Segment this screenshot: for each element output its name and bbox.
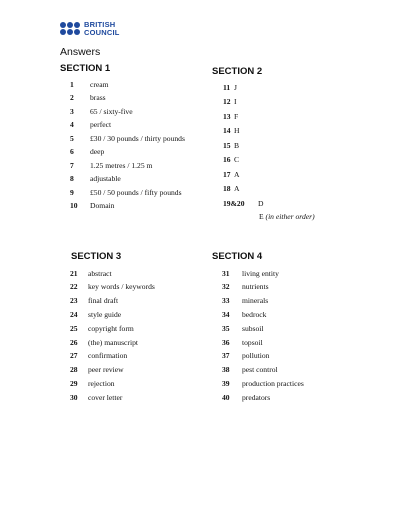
answer-text: abstract (88, 268, 112, 278)
list-item (70, 267, 112, 279)
answer-text: final draft (88, 296, 119, 306)
question-number: 27 (70, 351, 78, 361)
question-number: 7 (70, 160, 74, 170)
list-item (223, 154, 239, 166)
answer-text: production practices (242, 378, 304, 388)
list-item (222, 308, 266, 320)
list-item (70, 186, 182, 198)
question-number: 35 (222, 323, 230, 333)
list-item (222, 295, 268, 307)
answer-text: J (234, 82, 237, 92)
section-heading: SECTION 2 (212, 66, 263, 77)
list-item (70, 92, 106, 104)
list-item (70, 377, 115, 389)
list-item (222, 364, 278, 376)
list-item (70, 350, 127, 362)
question-number: 22 (70, 282, 78, 292)
list-item (70, 119, 111, 131)
list-item (222, 267, 279, 279)
list-item (223, 125, 239, 137)
question-number: 2 (70, 93, 74, 102)
answer-text: cream (90, 79, 109, 89)
question-number: 1 (70, 79, 74, 89)
list-item (223, 96, 237, 108)
question-number: 38 (222, 365, 230, 375)
answer-text: nutrients (242, 282, 269, 292)
page-title: Answers (60, 46, 101, 58)
british-council-logo (60, 21, 120, 36)
section-heading: SECTION 3 (71, 251, 122, 262)
answer-text: 1.25 metres / 1.25 m (90, 160, 153, 170)
logo-text (84, 21, 120, 36)
question-number: 8 (70, 174, 74, 183)
question-number: 34 (222, 309, 230, 319)
list-item (70, 105, 133, 117)
section-2 (212, 66, 362, 226)
list-item (223, 139, 239, 151)
list-item (70, 308, 121, 320)
question-number: 18 (223, 184, 231, 193)
list-item (223, 183, 239, 195)
list-item (223, 110, 238, 122)
question-number: 36 (222, 337, 230, 347)
question-number: 31 (222, 268, 230, 278)
question-number: 17 (223, 169, 231, 179)
question-number: 13 (223, 111, 231, 121)
answer-text: Domain (90, 201, 115, 210)
question-number: 4 (70, 120, 74, 129)
answer-text: copyright form (88, 323, 134, 333)
list-item (70, 336, 138, 348)
list-item (223, 168, 239, 180)
answer-text: living entity (242, 268, 279, 278)
question-number: 19&20 (223, 198, 245, 208)
list-item (222, 336, 263, 348)
question-number: 32 (222, 282, 230, 292)
list-item (222, 377, 304, 389)
question-number: 6 (70, 147, 74, 156)
question-number: 33 (222, 296, 230, 306)
list-item (70, 159, 152, 171)
list-item (70, 78, 109, 90)
section-3 (71, 251, 221, 411)
logo-line-2: COUNCIL (84, 27, 120, 37)
answer-text: peer review (88, 365, 124, 375)
section-heading: SECTION 1 (60, 63, 111, 74)
answer-text: perfect (90, 120, 112, 129)
answer-text: A (234, 169, 240, 179)
answer-text: bedrock (242, 309, 267, 319)
list-item (70, 173, 121, 185)
answer-text: topsoil (242, 337, 263, 347)
question-number: 9 (70, 187, 74, 197)
list-item (70, 132, 185, 144)
answer-text: 65 / sixty-five (90, 106, 133, 116)
question-number: 23 (70, 296, 78, 306)
section-heading: SECTION 4 (212, 251, 263, 262)
list-item (70, 200, 114, 212)
answer-text: pest control (242, 365, 278, 375)
answer-text: F (234, 111, 239, 121)
list-item (70, 281, 155, 293)
answer-text: D (258, 198, 264, 208)
answer-text: cover letter (88, 392, 123, 402)
answer-text: subsoil (242, 323, 264, 333)
answer-text: £30 / 30 pounds / thirty pounds (90, 133, 185, 143)
section-1 (60, 63, 210, 223)
answer-text: A (234, 184, 240, 193)
question-number: 37 (222, 351, 230, 361)
answer-text: C (234, 155, 240, 164)
answer-text: adjustable (90, 174, 121, 183)
question-number: 10 (70, 201, 78, 210)
question-number: 25 (70, 323, 78, 333)
question-number: 12 (223, 97, 231, 106)
answer-text: £50 / 50 pounds / fifty pounds (90, 187, 182, 197)
question-number: 11 (223, 82, 231, 92)
list-item (222, 391, 270, 403)
question-number: 30 (70, 392, 78, 402)
question-number: 3 (70, 106, 74, 116)
question-number: 16 (223, 155, 231, 164)
question-number: 28 (70, 365, 78, 375)
list-item (222, 322, 264, 334)
logo-line-1: BRITISH (84, 20, 116, 29)
list-item (70, 322, 134, 334)
answer-text: brass (90, 93, 106, 102)
question-number: 39 (222, 378, 230, 388)
list-item (70, 364, 124, 376)
question-number: 40 (222, 392, 230, 402)
question-number: 15 (223, 140, 231, 150)
question-number: 5 (70, 133, 74, 143)
list-item (222, 281, 269, 293)
answer-text: confirmation (88, 351, 128, 361)
either-order-note (259, 212, 315, 221)
answer-text: (the) manuscript (88, 337, 138, 347)
list-item (70, 391, 122, 403)
question-number: 24 (70, 309, 78, 319)
note-text: (in either order) (265, 212, 315, 221)
list-item (222, 350, 269, 362)
answer-text: rejection (88, 378, 115, 388)
answer-text: B (234, 140, 240, 150)
question-number: 21 (70, 268, 78, 278)
list-item (223, 81, 237, 93)
answer-text: predators (242, 392, 271, 402)
list-item (223, 197, 263, 209)
list-item (70, 295, 118, 307)
note-letter: E (259, 212, 264, 221)
question-number: 26 (70, 337, 78, 347)
question-number: 14 (223, 126, 231, 135)
answer-text: H (234, 126, 240, 135)
answer-text: deep (90, 147, 105, 156)
answer-text: minerals (242, 296, 269, 306)
answer-text: key words / keywords (88, 282, 155, 292)
logo-dots-icon (60, 22, 80, 35)
answer-text: pollution (242, 351, 270, 361)
answer-text: style guide (88, 309, 122, 319)
answer-text: I (234, 97, 237, 106)
list-item (70, 146, 104, 158)
section-4 (212, 251, 382, 411)
question-number: 29 (70, 378, 78, 388)
